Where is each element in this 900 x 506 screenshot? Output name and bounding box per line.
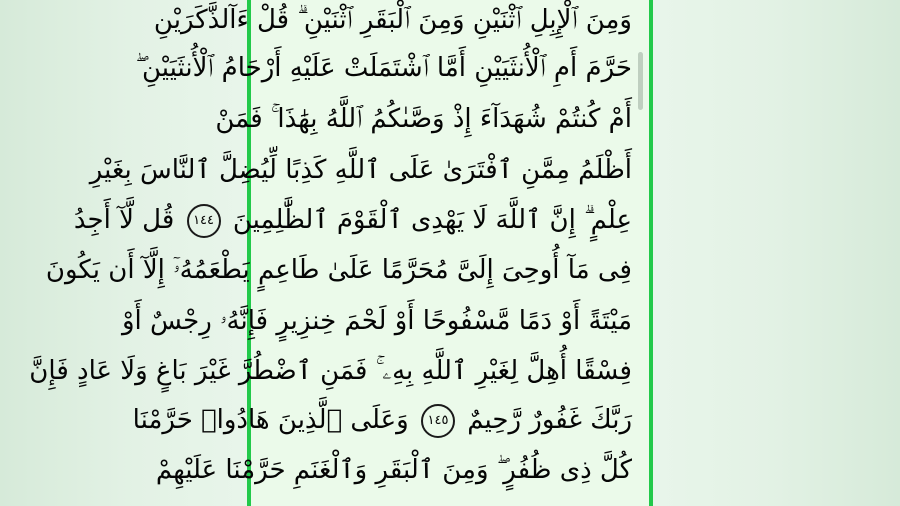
verse-text: عِلْمٍ ۗ إِنَّ ٱللَّهَ لَا يَهْدِى ٱلْقَوْمَ ٱلظَّٰلِمِينَ: [232, 205, 632, 235]
quran-line: كُلَّ ذِى ظُفُرٍ ۖ وَمِنَ ٱلْبَقَرِ وَٱلْغَنَمِ حَرَّمْنَا عَلَيْهِمْ: [155, 455, 632, 485]
quran-line: فِسْقًا أُهِلَّ لِغَيْرِ ٱللَّهِ بِهِۦ ۚ فَمَنِ ٱضْطُرَّ غَيْرَ بَاغٍ وَلَا عَادٍ فَإِنَّ: [29, 356, 632, 386]
quran-line: أَمْ كُنتُمْ شُهَدَآءَ إِذْ وَصَّىٰكُمُ ٱللَّهُ بِهَٰذَا ۚ فَمَنْ: [215, 104, 632, 134]
quran-line: [132, 396, 632, 444]
verse-text: رَبَّكَ غَفُورٌ رَّحِيمٌ: [467, 405, 632, 435]
quran-line: فِى مَآ أُوحِىَ إِلَىَّ مُحَرَّمًا عَلَىٰ طَاعِمٍ يَطْعَمُهُۥٓ إِلَّآ أَن يَكُونَ: [45, 255, 632, 285]
quran-line: وَمِنَ ٱلْإِبِلِ ٱثْنَيْنِ وَمِنَ ٱلْبَقَرِ ٱثْنَيْنِ ۗ قُلْ ءَآلذَّكَرَيْنِ: [153, 5, 632, 35]
quran-text-lines: [29, 0, 632, 506]
quran-line: حَرَّمَ أَمِ ٱلْأُنثَيَيْنِ أَمَّا ٱشْتَمَلَتْ عَلَيْهِ أَرْحَامُ ٱلْأُنثَيَيْنِ ۖ: [135, 53, 632, 83]
quran-line: أَظْلَمُ مِمَّنِ ٱفْتَرَىٰ عَلَى ٱللَّهِ كَذِبًا لِّيُضِلَّ ٱلنَّاسَ بِغَيْرِ: [89, 155, 632, 185]
verse-text: قُل لَّآ أَجِدُ: [73, 205, 175, 235]
quran-line: مَيْتَةً أَوْ دَمًا مَّسْفُوحًا أَوْ لَحْمَ خِنزِيرٍ فَإِنَّهُۥ رِجْسٌ أَوْ: [121, 306, 632, 336]
ayah-number-marker: ١٤٥: [421, 404, 455, 438]
scrollbar-thumb[interactable]: [638, 52, 643, 110]
quran-line: [73, 196, 632, 244]
ayah-number-marker: ١٤٤: [187, 204, 221, 238]
verse-text: وَعَلَى ٱلَّذِينَ هَادُوا۟ حَرَّمْنَا: [132, 405, 409, 435]
